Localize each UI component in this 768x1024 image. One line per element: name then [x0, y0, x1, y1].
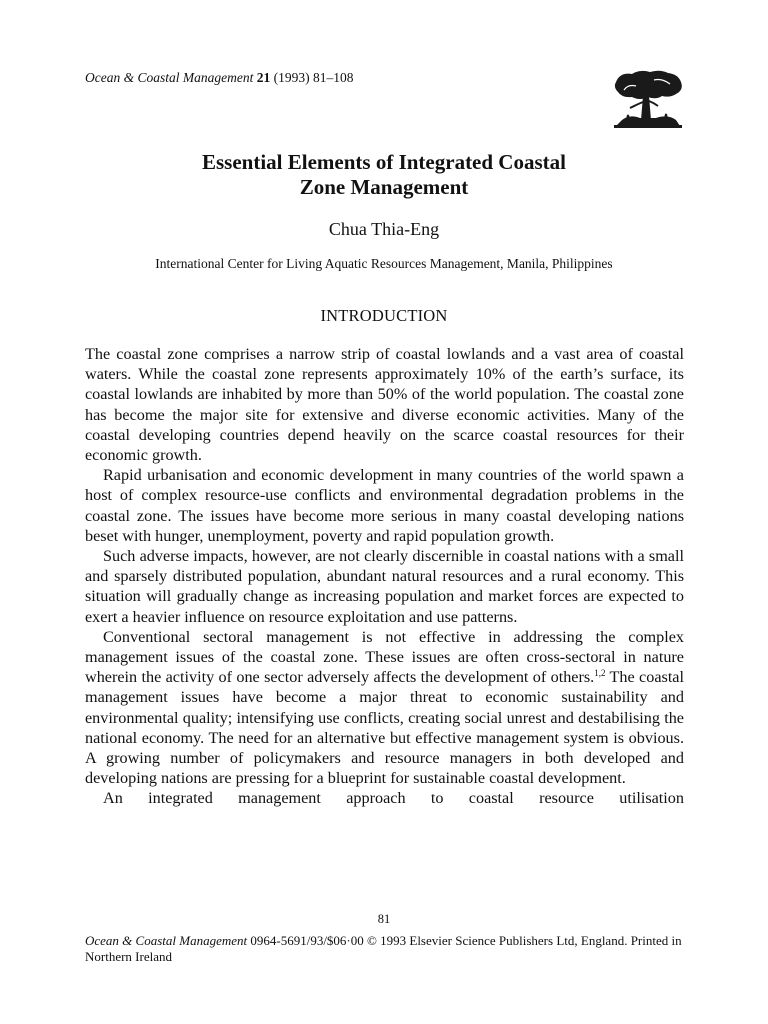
- author-affiliation: International Center for Living Aquatic Resources Management, Manila, Philippines: [155, 256, 613, 271]
- paragraph-text: The coastal management issues have become a major threat to economic sustainability and environmental quality; intensifying use conflicts, creating social unrest and destabilising the national economy. The need for an alternative but effective management system is obvious. A growing number of policymakers and resource managers in both developed and developing nations are pressing for a blueprint for sustainable coastal development.: [85, 668, 684, 788]
- article-author: Chua Thia-Eng: [328, 219, 440, 239]
- paragraph: The coastal zone comprises a narrow strip of coastal lowlands and a vast area of coastal waters. While the coastal zone represents approximately 10% of the earth’s surface, its coastal lowlands are inhabited by more than 50% of the world population. The coastal zone has become the major site for extensive and diverse economic activities. Many of the coastal developing countries depend heavily on the scarce coastal resources for their economic growth.: [85, 345, 684, 465]
- publisher-footer: [85, 933, 685, 965]
- article-title: [84, 150, 684, 200]
- elsevier-tree-logo: [610, 68, 684, 130]
- page-number: 81: [377, 912, 391, 926]
- journal-name: Ocean & Coastal Management: [85, 70, 254, 85]
- article-title-line-1: Essential Elements of Integrated Coastal: [202, 150, 566, 174]
- paragraph: An integrated management approach to coastal resource utilisation: [103, 789, 684, 808]
- journal-volume: 21: [256, 70, 271, 85]
- journal-year-pages: (1993) 81–108: [273, 70, 354, 85]
- paragraph: Rapid urbanisation and economic development in many countries of the world spawn a host of complex resource-use conflicts and environmental degradation problems in the coastal zone. The issues have become more serious in many coastal developing nations beset with hunger, unemployment, poverty and rapid population growth.: [85, 466, 684, 545]
- footer-journal-name: Ocean & Coastal Management: [85, 933, 248, 948]
- footer-publication-info: 0964-5691/93/$06·00 © 1993 Elsevier Science Publishers Ltd, England. Printed in Northern Ireland: [85, 933, 682, 964]
- body-text: [85, 344, 684, 809]
- paragraph: Such adverse impacts, however, are not clearly discernible in coastal nations with a small and sparsely distributed population, abundant natural resources and a rural economy. This situation will gradually change as increasing population and market forces are expected to exert a heavier influence on resource exploitation and use patterns.: [85, 547, 684, 626]
- citation-reference: 1,2: [594, 668, 606, 679]
- article-title-line-2: Zone Management: [299, 175, 469, 199]
- section-heading: INTRODUCTION: [320, 306, 448, 325]
- journal-citation-header: [85, 70, 353, 86]
- paragraph-text: Conventional sectoral management is not effective in addressing the complex management issues of the coastal zone. These issues are often cross-sectoral in nature wherein the activity of one sector adversely affects the development of others.: [85, 627, 684, 687]
- paragraph: [85, 627, 684, 789]
